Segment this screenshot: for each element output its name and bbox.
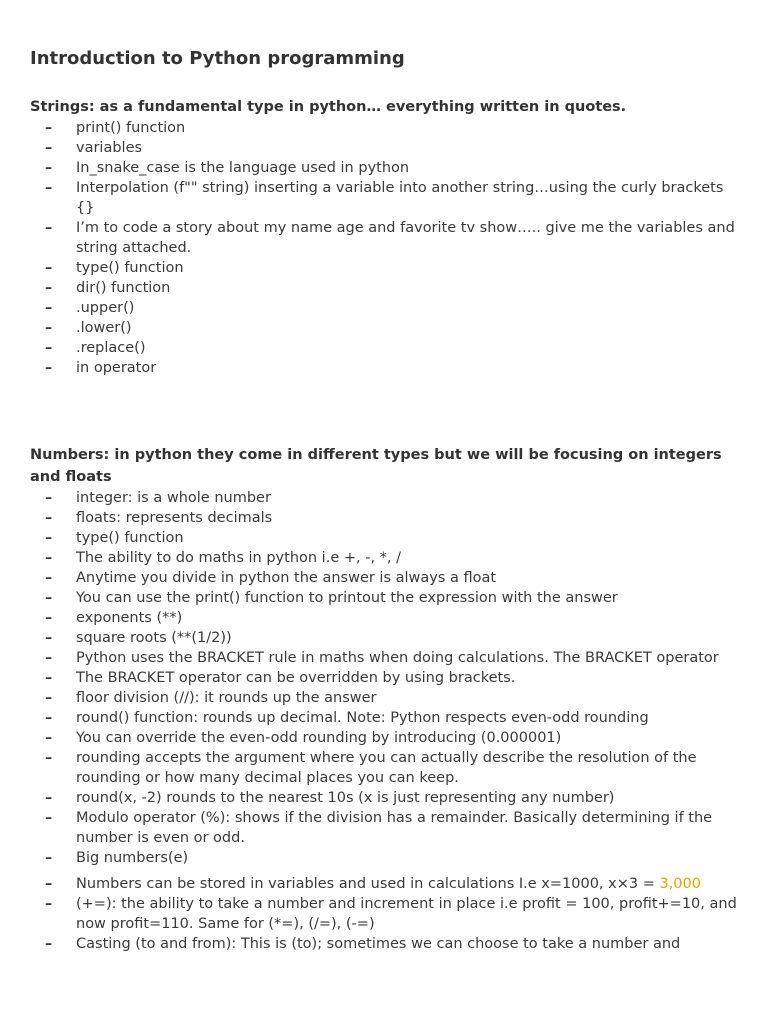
list-item: – type() function: [45, 530, 184, 546]
list-item: – exponents (**): [45, 610, 183, 626]
dash-bullet-icon: –: [45, 300, 53, 316]
dash-bullet-icon: –: [45, 340, 53, 356]
dash-bullet-icon: –: [45, 790, 53, 806]
dash-bullet-icon: –: [45, 160, 53, 176]
list-item: – Python uses the BRACKET rule in maths when doing calculations. The BRACKET operator: [45, 650, 719, 666]
list-item: – round(x, -2) rounds to the nearest 10s (x is just representing any number): [45, 790, 615, 806]
list-item: – Anytime you divide in python the answer is always a float: [45, 570, 497, 586]
dash-bullet-icon: –: [45, 180, 53, 196]
list-item: – floats: represents decimals: [45, 510, 273, 526]
dash-bullet-icon: –: [45, 710, 53, 726]
dash-bullet-icon: –: [45, 360, 53, 376]
dash-bullet-icon: –: [45, 140, 53, 156]
list-item: – You can use the print() function to printout the expression with the answer: [45, 590, 618, 606]
dash-bullet-icon: –: [45, 610, 53, 626]
list-item: – In_snake_case is the language used in python: [45, 160, 410, 176]
dash-bullet-icon: –: [45, 320, 53, 336]
dash-bullet-icon: –: [45, 120, 53, 136]
list-item: – The ability to do maths in python i.e +, -, *, /: [45, 550, 402, 566]
list-item: – Big numbers(e): [45, 850, 189, 866]
dash-bullet-icon: –: [45, 850, 53, 866]
list-item: – in operator: [45, 360, 157, 376]
list-item: – The BRACKET operator can be overridden by using brackets.: [45, 670, 516, 686]
dash-bullet-icon: –: [45, 750, 53, 766]
numbers-list: [30, 488, 742, 954]
strings-list: [30, 118, 742, 378]
dash-bullet-icon: –: [45, 810, 53, 826]
list-item: – variables: [45, 140, 143, 156]
section-heading-strings: Strings: as a fundamental type in python… everything written in quotes.: [30, 99, 627, 115]
calculation-result: 3,000: [659, 876, 701, 892]
dash-bullet-icon: –: [45, 650, 53, 666]
dash-bullet-icon: –: [45, 690, 53, 706]
dash-bullet-icon: –: [45, 260, 53, 276]
list-item: – round() function: rounds up decimal. Note: Python respects even-odd rounding: [45, 710, 649, 726]
list-item: – Casting (to and from): This is (to); sometimes we can choose to take a number and: [45, 936, 681, 952]
section-heading-numbers: Numbers: in python they come in different types but we will be focusing on integers and floats: [30, 447, 722, 485]
list-item: – (+=): the ability to take a number and increment in place i.e profit = 100, profit+=10, and now profit=110. Same for (*=), (/=), (-=): [45, 896, 737, 932]
section-spacer: [30, 378, 742, 444]
dash-bullet-icon: –: [45, 590, 53, 606]
list-item: – floor division (//): it rounds up the answer: [45, 690, 377, 706]
list-item: – .replace(): [45, 340, 146, 356]
list-item: – Interpolation (f"" string) inserting a variable into another string…using the curly brackets {}: [45, 180, 724, 216]
list-item: – .upper(): [45, 300, 135, 316]
dash-bullet-icon: –: [45, 550, 53, 566]
list-item: – type() function: [45, 260, 184, 276]
note-document: [30, 45, 742, 954]
list-item: – .lower(): [45, 320, 132, 336]
dash-bullet-icon: –: [45, 876, 53, 892]
list-item: – Modulo operator (%): shows if the division has a remainder. Basically determining if the number is even or odd.: [45, 810, 713, 846]
dash-bullet-icon: –: [45, 490, 53, 506]
dash-bullet-icon: –: [45, 530, 53, 546]
list-item: – integer: is a whole number: [45, 490, 271, 506]
list-item: – square roots (**(1/2)): [45, 630, 232, 646]
dash-bullet-icon: –: [45, 280, 53, 296]
dash-bullet-icon: –: [45, 896, 53, 912]
dash-bullet-icon: –: [45, 570, 53, 586]
list-item: – print() function: [45, 120, 186, 136]
note-title: Introduction to Python programming: [30, 48, 405, 69]
dash-bullet-icon: –: [45, 730, 53, 746]
dash-bullet-icon: –: [45, 670, 53, 686]
dash-bullet-icon: –: [45, 630, 53, 646]
list-item-calculation: – Numbers can be stored in variables and used in calculations I.e x=1000, x×3 = 3,000: [45, 876, 701, 892]
list-item: – rounding accepts the argument where you can actually describe the resolution of the rounding or how many decimal places you can keep.: [45, 750, 697, 786]
dash-bullet-icon: –: [45, 510, 53, 526]
dash-bullet-icon: –: [45, 220, 53, 236]
dash-bullet-icon: –: [45, 936, 53, 952]
list-item: – dir() function: [45, 280, 171, 296]
list-item: – You can override the even-odd rounding by introducing (0.000001): [45, 730, 562, 746]
list-item: – I’m to code a story about my name age and favorite tv show….. give me the variables and string attached.: [45, 220, 735, 256]
